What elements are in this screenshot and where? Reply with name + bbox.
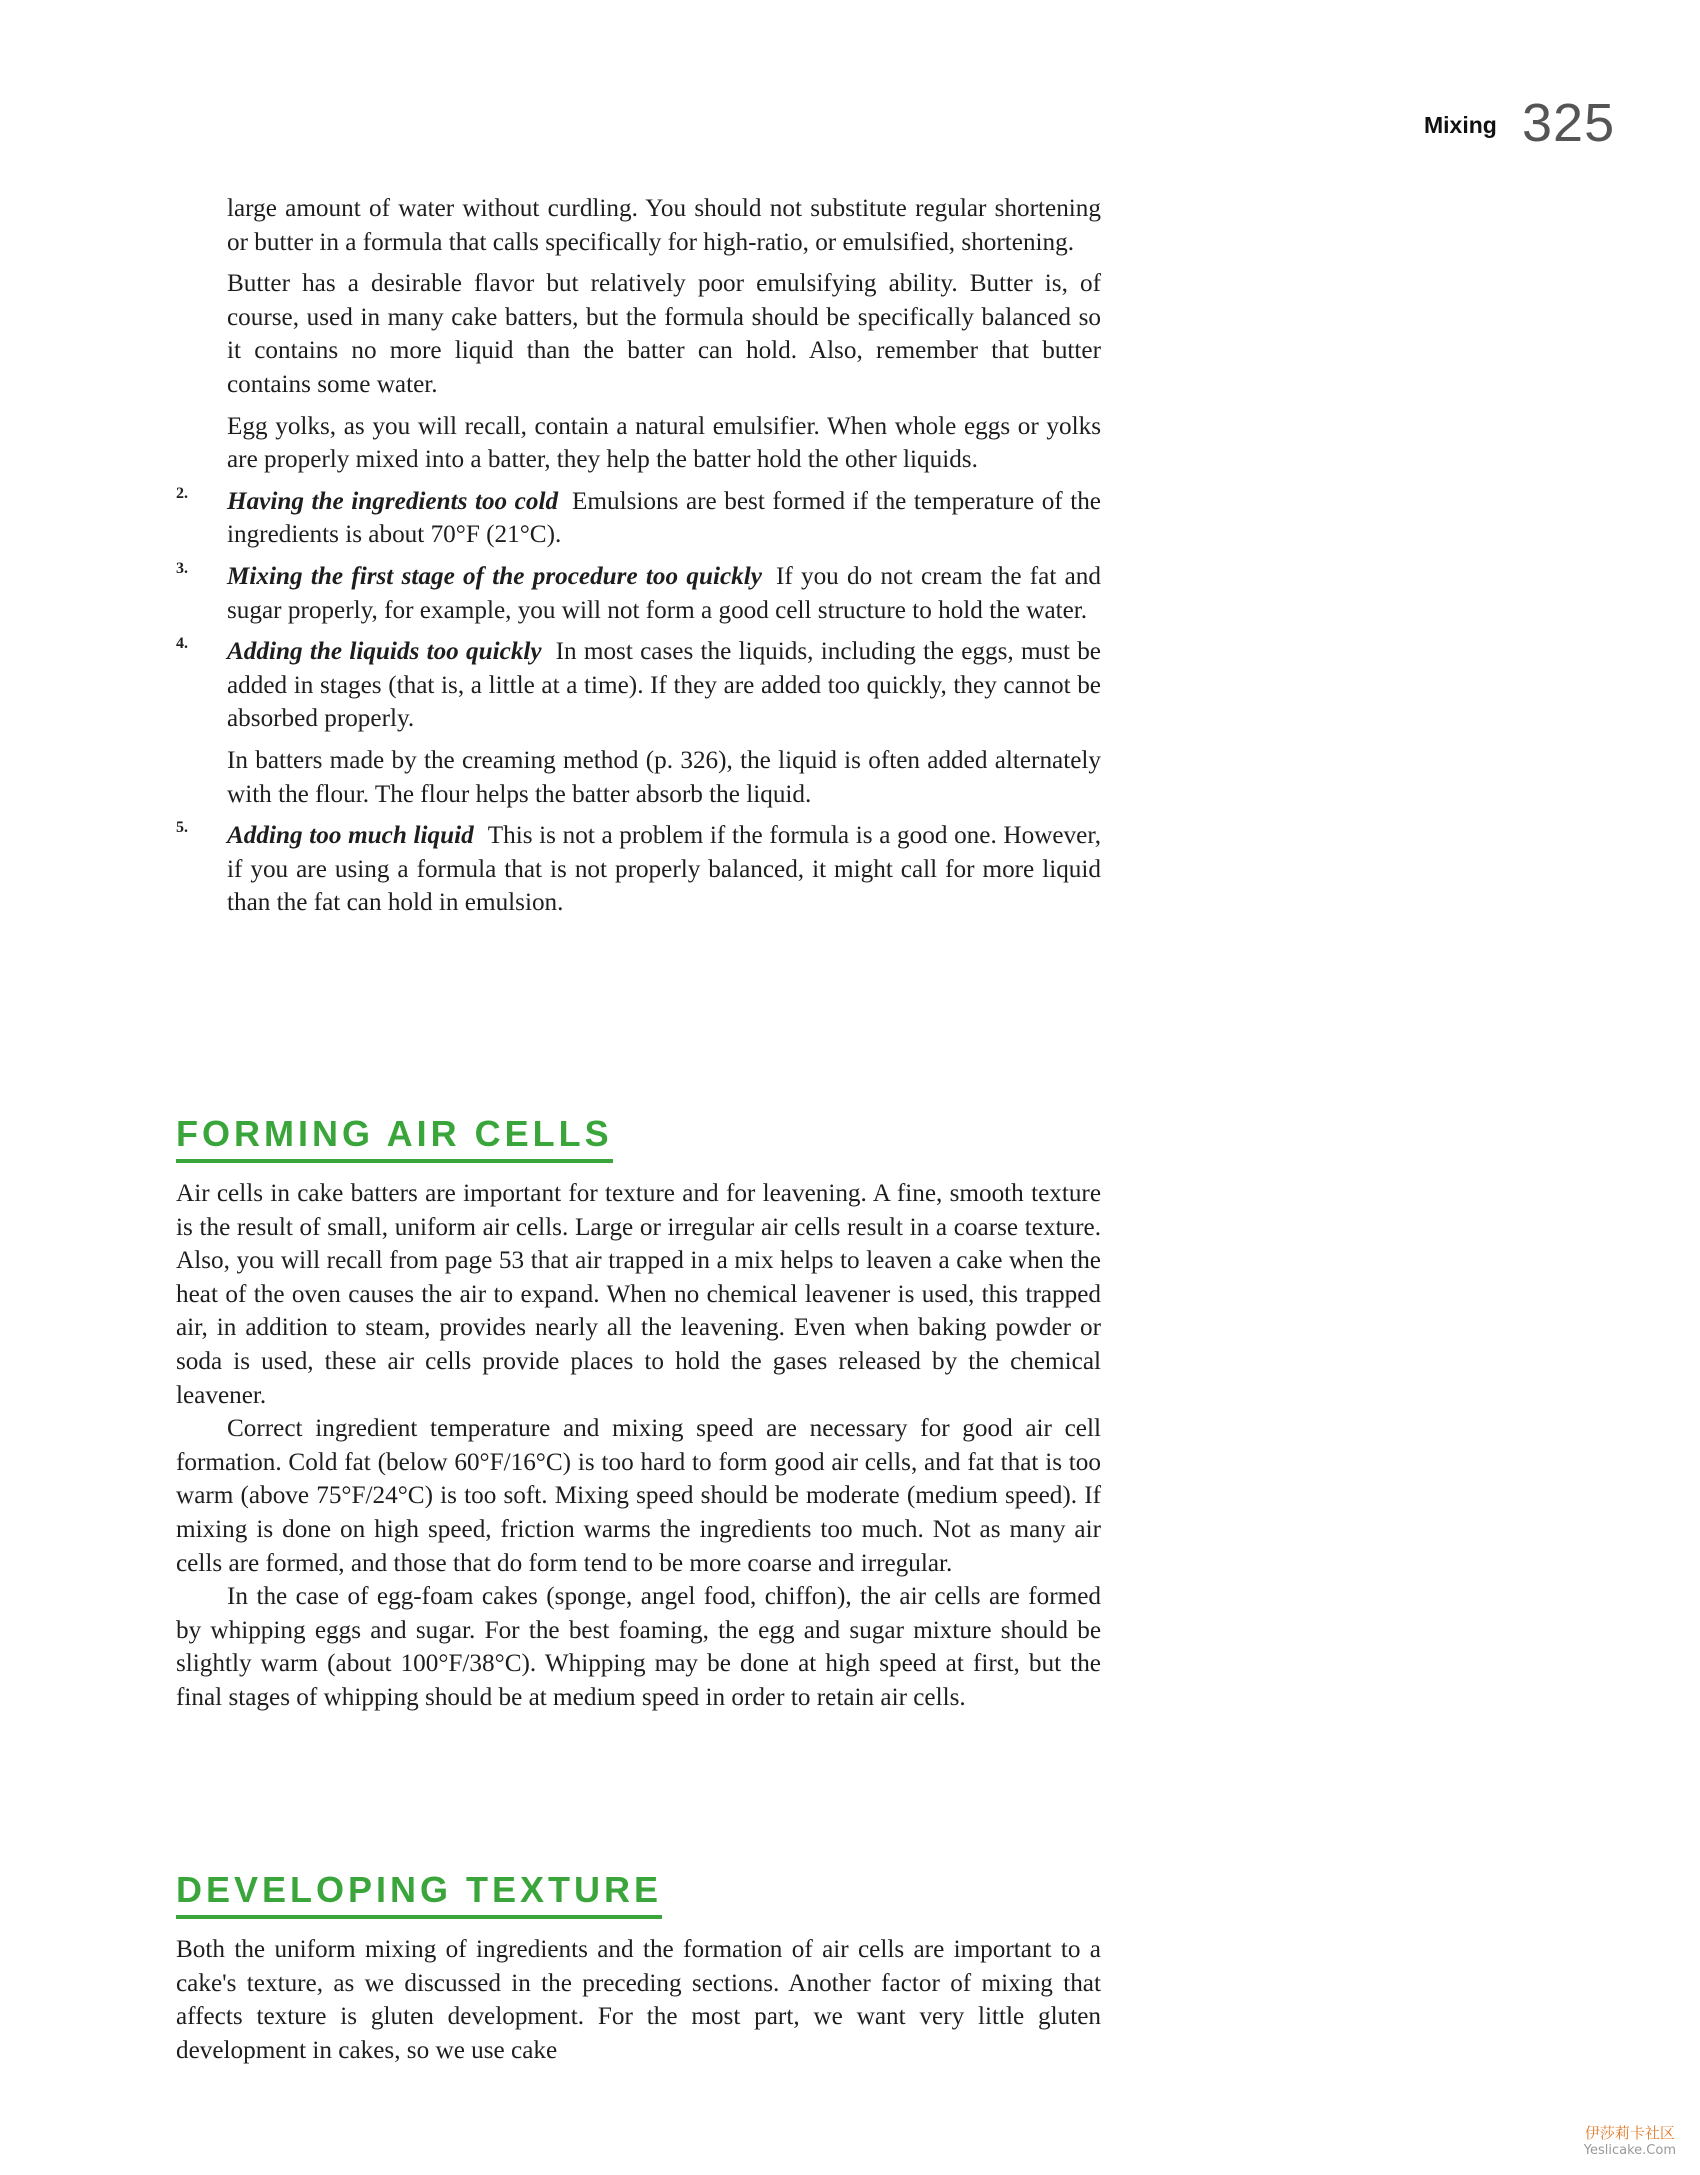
section-heading-developing-texture: DEVELOPING TEXTURE xyxy=(176,1869,662,1919)
list-item xyxy=(176,819,1101,920)
list-item-number: 3. xyxy=(176,559,188,577)
list-item-number: 4. xyxy=(176,635,188,653)
list-item-lead: Adding the liquids too quickly xyxy=(227,638,542,666)
paragraph: Correct ingredient temperature and mixing speed are necessary for good air cell formation. Cold fat (below 60°F/16°C) is too hard to form good air cells, and fat that is too warm (above 75°F/24°C) is too soft. Mixing speed should be moderate (medium speed). If mixing is done on high speed, friction warms the ingredients too much. Not as many air cells are formed, and those that do form tend to be more coarse and irregular. xyxy=(176,1415,1101,1577)
list-item-lead: Having the ingredients too cold xyxy=(227,487,559,515)
list-item-lead: Adding too much liquid xyxy=(227,822,474,850)
watermark-url: Yeslicake.Com xyxy=(1583,2143,1676,2158)
list-item-text: In most cases the liquids, including the eggs, must be added in stages (that is, a little at a time). If they are added too quickly, they cannot be absorbed properly. xyxy=(227,638,1101,733)
list-item xyxy=(176,485,1101,552)
section-body-developing-texture xyxy=(176,1933,1101,2067)
top-continuation-block xyxy=(176,192,1101,920)
list-item-number: 5. xyxy=(176,819,188,837)
list-item-text: Emulsions are best formed if the temperature of the ingredients is about 70°F (21°C). xyxy=(227,487,1101,549)
paragraph: large amount of water without curdling. You should not substitute regular shortening or butter in a formula that calls specifically for high-ratio, or emulsified, shortening. xyxy=(227,195,1101,256)
page-number: 325 xyxy=(1522,93,1616,153)
paragraph: Egg yolks, as you will recall, contain a natural emulsifier. When whole eggs or yolks are properly mixed into a batter, they help the batter hold the other liquids. xyxy=(227,412,1101,474)
paragraph: Both the uniform mixing of ingredients and the formation of air cells are important to a cake's texture, as we discussed in the preceding sections. Another factor of mixing that affects texture is gluten development. For the most part, we want very little gluten development in cakes, so we use cake xyxy=(176,1936,1101,2064)
running-header-section: Mixing xyxy=(1424,112,1497,138)
watermark-text: 伊莎莉卡社区 xyxy=(1584,2124,1675,2142)
list-item xyxy=(176,560,1101,627)
list-item-lead: Mixing the first stage of the procedure too quickly xyxy=(227,562,762,590)
list-item xyxy=(176,635,1101,811)
paragraph: In the case of egg-foam cakes (sponge, angel food, chiffon), the air cells are formed by whipping eggs and sugar. For the best foaming, the egg and sugar mixture should be slightly warm (about 100°F/38°C). Whipping may be done at high speed at first, but the final stages of whipping should be at medium speed in order to retain air cells. xyxy=(176,1583,1101,1711)
list-item-extra: In batters made by the creaming method (p. 326), the liquid is often added alternately with the flour. The flour helps the batter absorb the liquid. xyxy=(227,746,1101,808)
list-item-text: If you do not cream the fat and sugar properly, for example, you will not form a good cell structure to hold the water. xyxy=(227,562,1101,624)
section-body-forming-air-cells xyxy=(176,1177,1101,1715)
section-heading-forming-air-cells: FORMING AIR CELLS xyxy=(176,1113,613,1163)
paragraph: Air cells in cake batters are important for texture and for leavening. A fine, smooth texture is the result of small, uniform air cells. Large or irregular air cells result in a coarse texture. Also, you will recall from page 53 that air trapped in a mix helps to leaven a cake when the heat of the oven causes the air to expand. When no chemical leavener is used, this trapped air, in addition to steam, provides nearly all the leavening. Even when baking powder or soda is used, these air cells provide places to hold the gases released by the chemical leavener. xyxy=(176,1180,1101,1409)
list-item-text: This is not a problem if the formula is a good one. However, if you are using a formula that is not properly balanced, it might call for more liquid than the fat can hold in emulsion. xyxy=(227,822,1102,917)
list-item-number: 2. xyxy=(176,484,188,502)
paragraph: Butter has a desirable flavor but relatively poor emulsifying ability. Butter is, of course, used in many cake batters, but the formula should be specifically balanced so it contains no more liquid than the batter can hold. Also, remember that butter contains some water. xyxy=(227,270,1101,398)
watermark xyxy=(1584,2122,1676,2158)
